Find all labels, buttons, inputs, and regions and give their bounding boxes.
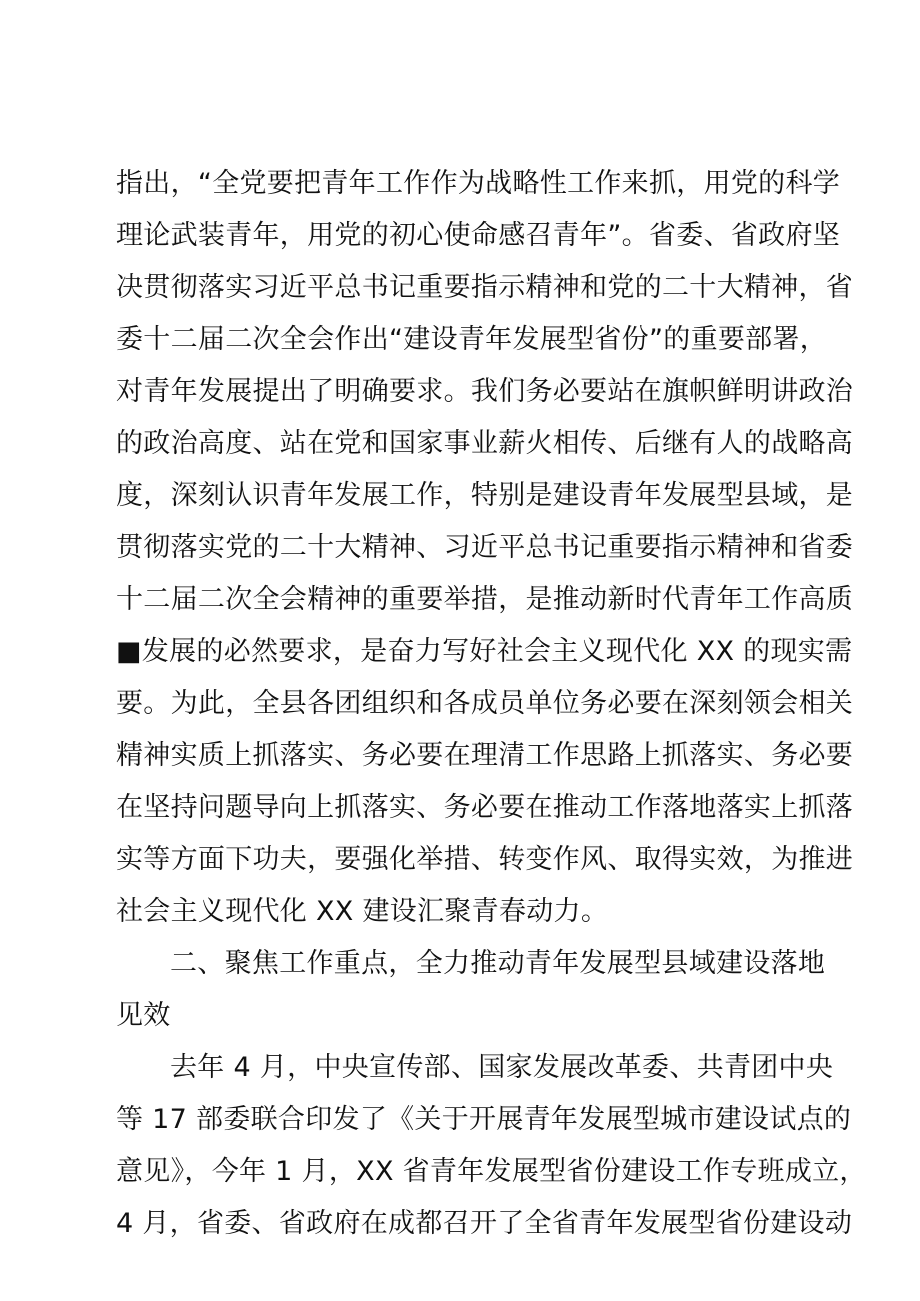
text-line: 等 17 部委联合印发了《关于开展青年发展型城市建设试点的 bbox=[116, 1104, 852, 1135]
text-line: 委十二届二次全会作出“建设青年发展型省份”的重要部署， bbox=[116, 324, 828, 355]
text-line: 理论武装青年，用党的初心使命感召青年”。省委、省政府坚 bbox=[116, 220, 841, 251]
text-line: 的政治高度、站在党和国家事业薪火相传、后继有人的战略高 bbox=[116, 428, 854, 459]
text-line: 度，深刻认识青年发展工作，特别是建设青年发展型县域，是 bbox=[116, 480, 854, 511]
document-body bbox=[116, 158, 867, 1250]
text-line: 要。为此，全县各团组织和各成员单位务必要在深刻领会相关 bbox=[116, 688, 854, 719]
text-line: 意见》，今年 1 月，XX 省青年发展型省份建设工作专班成立， bbox=[116, 1156, 867, 1187]
text-line: ■发展的必然要求，是奋力写好社会主义现代化 XX 的现实需 bbox=[116, 636, 853, 667]
text-line: 贯彻落实党的二十大精神、习近平总书记重要指示精神和省委 bbox=[116, 532, 854, 563]
text-line: 决贯彻落实习近平总书记重要指示精神和党的二十大精神，省 bbox=[116, 272, 854, 303]
section-heading: 二、聚焦工作重点，全力推动青年发展型县域建设落地 bbox=[170, 948, 826, 979]
text-line: 实等方面下功夫，要强化举措、转变作风、取得实效，为推进 bbox=[116, 844, 854, 875]
text-line: 4 月，省委、省政府在成都召开了全省青年发展型省份建设动 bbox=[116, 1208, 853, 1239]
text-line: 社会主义现代化 XX 建设汇聚青春动力。 bbox=[116, 896, 609, 927]
text-line: 指出，“全党要把青年工作作为战略性工作来抓，用党的科学 bbox=[116, 168, 841, 199]
section-heading-continuation: 见效 bbox=[116, 1000, 171, 1031]
text-line: 精神实质上抓落实、务必要在理清工作思路上抓落实、务必要 bbox=[116, 740, 854, 771]
text-line: 在坚持问题导向上抓落实、务必要在推动工作落地落实上抓落 bbox=[116, 792, 854, 823]
text-line: 对青年发展提出了明确要求。我们务必要站在旗帜鲜明讲政治 bbox=[116, 376, 854, 407]
text-line: 去年 4 月，中央宣传部、国家发展改革委、共青团中央 bbox=[170, 1052, 834, 1083]
text-line: 十二届二次全会精神的重要举措，是推动新时代青年工作高质 bbox=[116, 584, 854, 615]
